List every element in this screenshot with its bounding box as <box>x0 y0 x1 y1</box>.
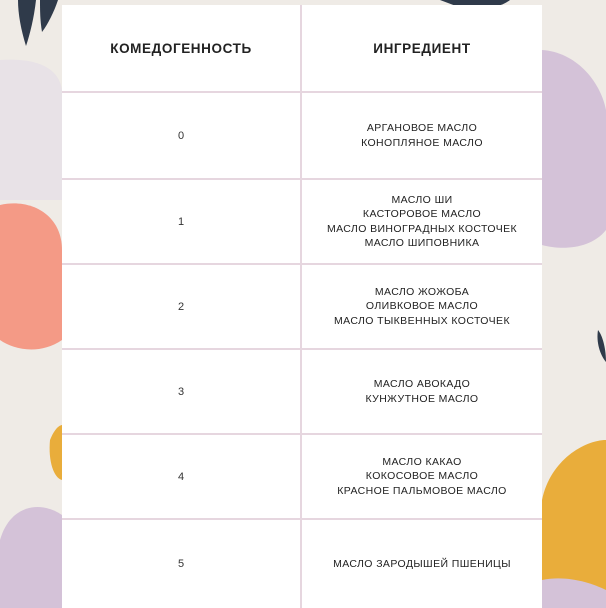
navy-leaf-shape <box>18 0 36 46</box>
comedogenicity-table <box>62 5 542 608</box>
ingredient-item: МАСЛО ЗАРОДЫШЕЙ ПШЕНИЦЫ <box>333 557 511 570</box>
ingredients-cell <box>302 435 542 518</box>
ingredient-item: КАСТОРОВОЕ МАСЛО <box>362 208 482 220</box>
ingredient-item: КОНОПЛЯНОЕ МАСЛО <box>361 136 483 149</box>
mustard-left-shape <box>50 425 62 480</box>
level-cell <box>62 350 302 433</box>
ingredients-cell <box>302 350 542 433</box>
ingredients-cell <box>302 520 542 608</box>
coral-shape <box>0 203 62 349</box>
table-row <box>62 265 542 350</box>
level-value: 4 <box>177 470 185 483</box>
level-value: 1 <box>177 215 185 228</box>
ingredient-item: КУНЖУТНОЕ МАСЛО <box>365 392 479 405</box>
ingredient-item: МАСЛО ВИНОГРАДНЫХ КОСТОЧЕК <box>326 222 518 235</box>
level-value: 3 <box>177 385 185 398</box>
level-value: 2 <box>177 300 185 313</box>
ingredient-item: АРГАНОВОЕ МАСЛО <box>366 122 478 134</box>
table-row <box>62 93 542 180</box>
table-row <box>62 350 542 435</box>
table-header-row <box>62 5 542 93</box>
ingredient-item: МАСЛО ТЫКВЕННЫХ КОСТОЧЕК <box>334 314 510 327</box>
lavender-bottom-left-shape <box>0 507 62 608</box>
level-cell <box>62 93 302 178</box>
lavender-left-shape <box>0 60 62 200</box>
lavender-right-shape <box>542 50 606 248</box>
navy-leaf-shape-2 <box>40 0 58 32</box>
table-row <box>62 180 542 265</box>
ingredient-item: КОКОСОВОЕ МАСЛО <box>365 470 479 483</box>
ingredient-item: МАСЛО КАКАО <box>382 455 462 468</box>
ingredient-item: МАСЛО ЖОЖОБА <box>374 285 470 298</box>
ingredient-item: КРАСНОЕ ПАЛЬМОВОЕ МАСЛО <box>337 484 507 497</box>
level-value: 0 <box>177 129 185 142</box>
ingredients-cell <box>302 93 542 178</box>
level-cell <box>62 265 302 348</box>
ingredients-cell <box>302 180 542 263</box>
ingredients-cell <box>302 265 542 348</box>
ingredient-item: ОЛИВКОВОЕ МАСЛО <box>365 300 479 313</box>
table-row <box>62 435 542 520</box>
level-cell <box>62 520 302 608</box>
table-row <box>62 520 542 608</box>
ingredient-item: МАСЛО ШИ <box>391 193 453 206</box>
ingredient-item: МАСЛО ШИПОВНИКА <box>364 237 480 249</box>
header-comedogenicity: КОМЕДОГЕННОСТЬ <box>110 40 252 56</box>
level-value: 5 <box>177 558 185 570</box>
header-cell-comedogenicity <box>62 5 302 91</box>
ingredient-item: МАСЛО АВОКАДО <box>373 378 471 390</box>
level-cell <box>62 435 302 518</box>
level-cell <box>62 180 302 263</box>
header-cell-ingredient <box>302 5 542 91</box>
header-ingredient: ИНГРЕДИЕНТ <box>373 40 471 56</box>
navy-right-shape <box>597 330 606 362</box>
